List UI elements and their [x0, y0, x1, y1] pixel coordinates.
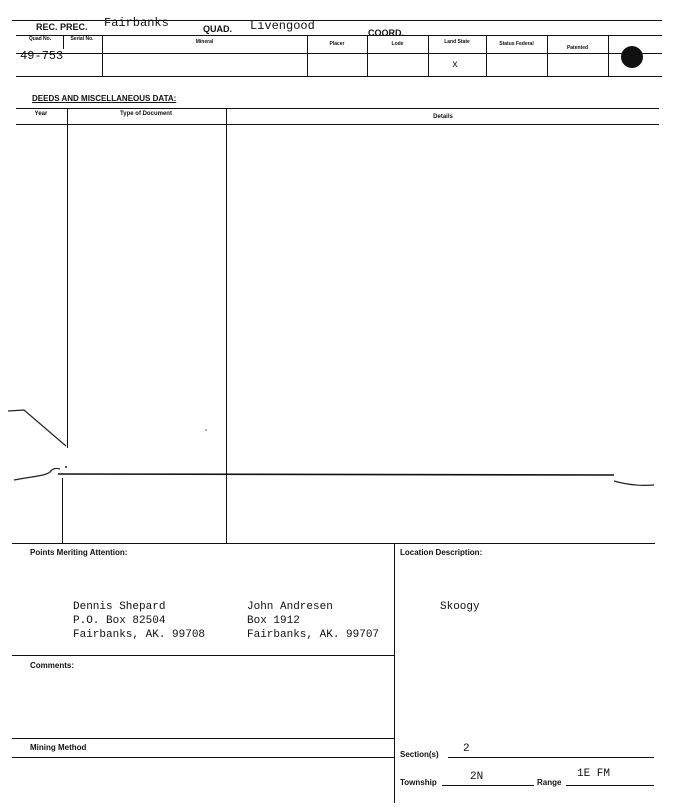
punch-hole-mark [621, 46, 643, 68]
col-header-patented: Patented [566, 45, 589, 51]
deeds-col-divider-year [67, 108, 68, 448]
contact-1-name: Dennis Shepard [73, 601, 166, 613]
range-value: 1E FM [577, 768, 611, 780]
lower-section-divider [394, 543, 395, 803]
scan-artifact-marks [0, 400, 678, 500]
col-header-type-of-document: Type of Document [120, 111, 172, 117]
township-value: 2N [470, 771, 484, 783]
rec-prec-value: Fairbanks [104, 16, 169, 30]
col-divider-patented-last [608, 35, 609, 76]
comments-label: Comments: [30, 661, 75, 670]
range-underline [566, 785, 654, 786]
col-header-year: Year [34, 111, 48, 117]
points-meriting-attention-label: Points Meriting Attention: [30, 548, 128, 557]
township-underline [442, 785, 534, 786]
col-header-details: Details [433, 114, 453, 120]
contact-1-city: Fairbanks, AK. 99708 [73, 629, 206, 641]
contact-2 [247, 600, 379, 642]
coord-label: COORD. [368, 28, 404, 38]
mining-method-field-rule [12, 757, 394, 758]
rec-prec-label: REC. PREC. [36, 22, 88, 32]
section-underline [448, 757, 654, 758]
claim-table-bottom-border [16, 76, 662, 77]
contact-2-name: John Andresen [247, 601, 333, 613]
contact-1 [73, 600, 205, 642]
contact-2-city: Fairbanks, AK. 99707 [247, 629, 380, 641]
quad-value: Livengood [250, 19, 315, 33]
deeds-table-header-rule [16, 124, 659, 125]
col-header-serial-no: Serial No. [70, 36, 94, 42]
comments-top-rule [12, 655, 394, 656]
land-state-value: x [452, 60, 459, 71]
col-header-mineral: Mineral [195, 39, 214, 45]
contact-1-address: P.O. Box 82504 [73, 615, 166, 627]
contact-2-address: Box 1912 [247, 615, 300, 627]
header-rule-top [12, 20, 662, 21]
claim-table-header-border [16, 53, 662, 54]
col-divider-status-patented [547, 35, 548, 76]
section-value: 2 [463, 743, 470, 755]
deeds-section-title: DEEDS AND MISCELLANEOUS DATA: [32, 94, 177, 103]
mining-method-top-rule [12, 738, 394, 739]
deeds-table-top [16, 108, 659, 109]
section-label: Section(s) [400, 750, 439, 759]
range-label: Range [537, 778, 562, 787]
col-header-land-state: Land State [444, 39, 470, 45]
col-header-lode: Lode [391, 41, 404, 47]
col-header-placer: Placer [329, 41, 345, 47]
township-label: Township [400, 778, 437, 787]
col-header-status-federal: Status Federal [499, 41, 534, 47]
col-header-quad-no: Quad No. [28, 36, 52, 42]
quad-no-value: 49-753 [20, 49, 64, 63]
location-description-label: Location Description: [400, 548, 483, 557]
location-description-value: Skoogy [440, 601, 480, 613]
quad-label: QUAD. [203, 24, 232, 34]
lower-section-top-rule [12, 543, 655, 544]
claim-table-top-border [16, 35, 662, 36]
mining-method-label: Mining Method [30, 743, 87, 752]
